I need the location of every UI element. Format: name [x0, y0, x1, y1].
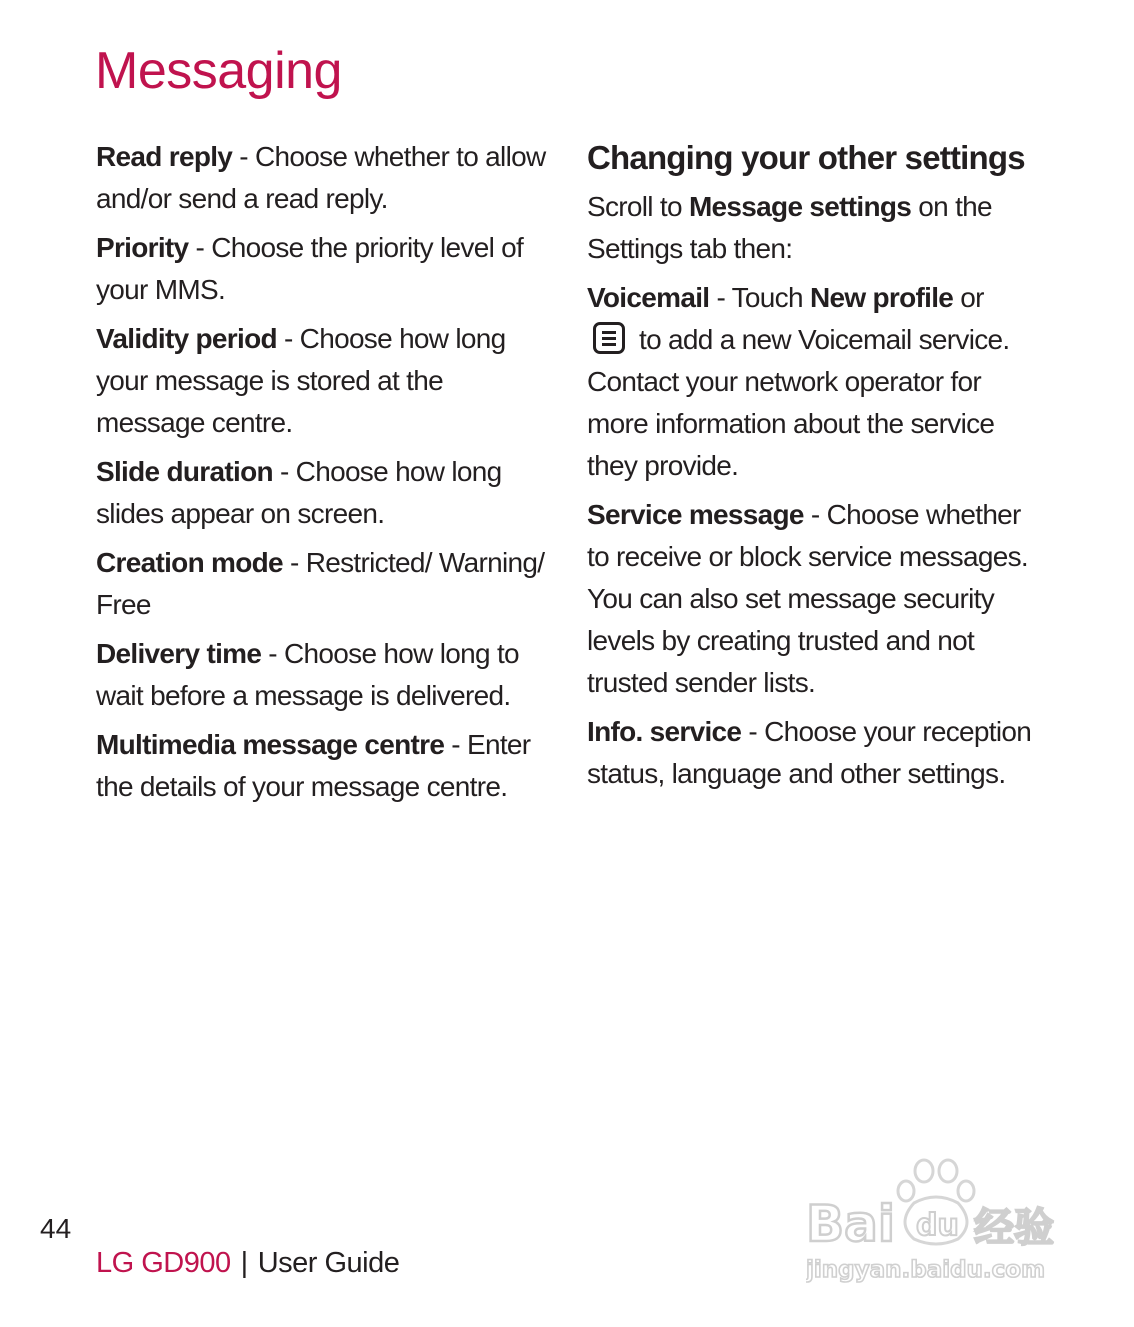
setting-description: - Touch: [709, 282, 810, 313]
setting-description: - Choose whether to receive or block service messages. You can also set message security levels by creating trusted and not trusted sender lists.: [587, 499, 1028, 698]
setting-slide-duration: [96, 451, 558, 535]
svg-text:Bai: Bai: [806, 1195, 895, 1253]
new-profile-term: New profile: [809, 282, 954, 313]
page-number: 44: [40, 1213, 72, 1244]
svg-text:jingyan.baidu.com: jingyan.baidu.com: [806, 1257, 1046, 1283]
setting-description: - Choose how long slides appear on screen.: [96, 456, 502, 529]
footer-separator: |: [240, 1247, 248, 1279]
setting-description: - Choose your reception status, language and other settings.: [587, 716, 1032, 789]
footer-model: LG GD900: [96, 1247, 231, 1279]
setting-validity-period: [96, 318, 558, 444]
setting-description: or: [953, 282, 984, 313]
setting-description: - Choose the priority level of your MMS.: [96, 232, 524, 305]
left-column: [96, 136, 558, 815]
setting-service-message: [587, 494, 1045, 704]
setting-term: Slide duration: [96, 456, 273, 487]
section-heading: Changing your other settings: [587, 139, 1025, 176]
setting-term: Info. service: [587, 716, 742, 747]
setting-multimedia-message-centre: [96, 724, 558, 808]
setting-info-service: [587, 711, 1045, 795]
setting-priority: [96, 227, 558, 311]
setting-term: Multimedia message centre: [96, 729, 445, 760]
setting-description: - Restricted/ Warning/ Free: [96, 547, 545, 620]
intro-bold-term: Message settings: [688, 191, 912, 222]
setting-read-reply: [96, 136, 558, 220]
setting-description: - Choose whether to allow and/or send a read reply.: [96, 141, 546, 214]
intro-text: Scroll to: [587, 191, 689, 222]
setting-description: - Enter the details of your message centre.: [96, 729, 531, 802]
setting-term: Voicemail: [587, 282, 710, 313]
footer-guide: User Guide: [257, 1247, 400, 1279]
setting-delivery-time: [96, 633, 558, 717]
setting-term: Read reply: [96, 141, 233, 172]
intro-paragraph: [587, 186, 1045, 270]
setting-term: Priority: [96, 232, 189, 263]
intro-text-end: on the Settings tab then:: [587, 191, 992, 264]
setting-creation-mode: [96, 542, 558, 626]
setting-term: Service message: [587, 499, 804, 530]
right-column: [587, 136, 1045, 802]
baidu-watermark-logo: [806, 1157, 1066, 1287]
setting-term: Creation mode: [96, 547, 283, 578]
setting-term: Delivery time: [96, 638, 262, 669]
svg-text:du: du: [916, 1208, 959, 1243]
setting-term: Validity period: [96, 323, 277, 354]
setting-description: - Choose how long your message is stored at the message centre.: [96, 323, 506, 438]
page-title: Messaging: [95, 42, 342, 100]
footer: [96, 1247, 399, 1280]
setting-description: - Choose how long to wait before a message is delivered.: [96, 638, 519, 711]
setting-description: to add a new Voicemail service. Contact your network operator for more information about the service they provide.: [587, 324, 1010, 481]
setting-voicemail: [587, 277, 1045, 487]
menu-icon: [593, 322, 625, 354]
svg-text:经验: 经验: [974, 1205, 1054, 1251]
